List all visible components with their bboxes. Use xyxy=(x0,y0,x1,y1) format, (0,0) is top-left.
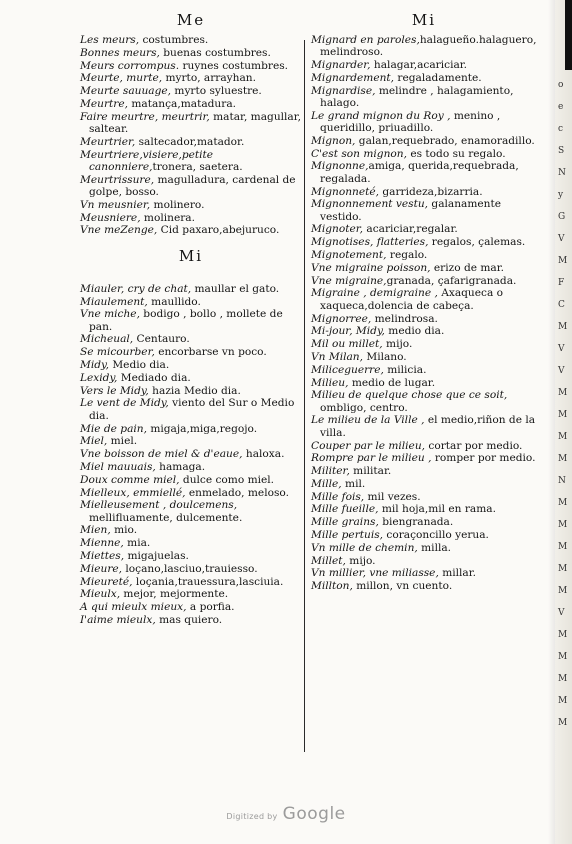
watermark-brand: Google xyxy=(282,804,346,824)
watermark-prefix: Digitized by xyxy=(226,812,278,821)
dictionary-entry xyxy=(311,249,537,261)
dictionary-entry xyxy=(80,224,302,236)
dictionary-entry xyxy=(80,72,302,84)
entry-definition: saltecador,matador. xyxy=(135,135,245,148)
entry-definition: mil vezes. xyxy=(364,490,421,503)
entry-definition: Axaqueca o xaqueca,dolencia de cabeça. xyxy=(320,287,504,312)
entry-headword: Mille grains, xyxy=(311,516,379,529)
dictionary-entry xyxy=(311,503,537,515)
dictionary-entry xyxy=(311,160,537,185)
dictionary-entry xyxy=(80,423,302,435)
entry-definition: mio. xyxy=(110,524,138,537)
entry-headword: Miaulement, xyxy=(80,295,148,308)
page-edge-strip xyxy=(565,0,572,70)
dictionary-entry xyxy=(80,524,302,536)
dictionary-entry xyxy=(80,576,302,588)
entry-definition: maullar el gato. xyxy=(191,282,280,295)
entry-definition: dulce como miel. xyxy=(179,473,275,486)
entry-definition: Mediado dia. xyxy=(117,371,191,384)
entry-headword: Meurs corrompus. xyxy=(80,59,180,72)
entry-headword: Millton, xyxy=(311,580,353,593)
entry-headword: Faire meurtre, meurtrir, xyxy=(80,110,210,123)
dictionary-entry xyxy=(311,287,537,312)
entry-headword: Millet, xyxy=(311,554,346,567)
bleed-fragment: V xyxy=(558,234,565,244)
entry-headword: Vn Milan, xyxy=(311,350,363,363)
entry-definition: maullido. xyxy=(147,295,201,308)
bleed-fragment: M xyxy=(558,674,568,684)
dictionary-entry xyxy=(80,47,302,59)
entry-headword: Miliceguerre, xyxy=(311,363,384,376)
entry-definition: miel. xyxy=(107,435,138,448)
left-column-header: Me xyxy=(176,11,206,29)
bleed-fragment: M xyxy=(558,322,568,332)
entry-definition: mia. xyxy=(123,537,151,550)
dictionary-entry xyxy=(80,98,302,110)
entry-headword: Migraine , demigraine , xyxy=(311,287,438,300)
bleed-fragment: e xyxy=(558,102,564,112)
bleed-fragment: o xyxy=(558,80,564,90)
dictionary-entry xyxy=(311,377,537,389)
entry-headword: Meurte, murte, xyxy=(80,72,163,85)
dictionary-entry xyxy=(311,465,537,477)
entry-definition: Medio dia. xyxy=(108,359,170,372)
entry-headword: Mignotement, xyxy=(311,249,387,262)
entry-definition: migaja,miga,regojo. xyxy=(146,422,258,435)
dictionary-entry xyxy=(311,236,537,248)
entry-definition: halagar,acariciar. xyxy=(370,59,468,72)
entry-definition: mellifluamente, dulcemente. xyxy=(89,511,243,524)
dictionary-entry xyxy=(80,435,302,447)
bleed-fragment: M xyxy=(558,256,568,266)
dictionary-entry xyxy=(80,111,302,136)
entry-headword: Vne boisson de miel & d'eaue, xyxy=(80,448,243,461)
entry-headword: Couper par le milieu, xyxy=(311,439,426,452)
entry-definition: milicia. xyxy=(383,363,427,376)
entry-headword: Mie de pain, xyxy=(80,422,147,435)
entry-headword: Vne migraine, xyxy=(311,274,387,287)
entry-definition: Centauro. xyxy=(133,333,190,346)
bleed-fragment: F xyxy=(558,278,565,288)
entry-definition: mijo. xyxy=(345,554,376,567)
entry-definition: acariciar,regalar. xyxy=(363,223,458,236)
adjacent-page-edge xyxy=(555,0,572,844)
bleed-fragment: M xyxy=(558,564,568,574)
dictionary-entry xyxy=(80,174,302,199)
entry-definition: mil. xyxy=(341,477,366,490)
entry-headword: Les meurs, xyxy=(80,34,140,46)
entry-definition: myrto, arrayhan. xyxy=(162,72,256,85)
dictionary-entry xyxy=(80,359,302,371)
dictionary-entry xyxy=(311,389,537,414)
entry-headword: Mignonne, xyxy=(311,160,369,173)
dictionary-entry xyxy=(80,296,302,308)
entry-definition: medio dia. xyxy=(384,325,445,338)
entry-headword: Vers le Midy, xyxy=(80,384,149,397)
entry-headword: Mignonneté, xyxy=(311,185,380,198)
entry-headword: Mignard en paroles, xyxy=(311,34,420,46)
entry-headword: Mille fois, xyxy=(311,490,365,503)
entry-definition: galan,requebrado, enamoradillo. xyxy=(355,134,535,147)
entry-definition: hamaga. xyxy=(155,460,206,473)
entry-headword: Mienne, xyxy=(80,537,124,550)
entry-definition: a porfia. xyxy=(186,601,235,614)
dictionary-entry xyxy=(80,474,302,486)
entry-definition: cortar por medio. xyxy=(425,439,523,452)
entry-definition: molinero. xyxy=(150,198,205,211)
dictionary-entry xyxy=(311,59,537,71)
bleed-fragment: S xyxy=(558,146,565,156)
entry-headword: A qui mieulx mieux, xyxy=(80,601,187,614)
dictionary-entry xyxy=(311,452,537,464)
dictionary-entry xyxy=(80,499,302,524)
dictionary-entry xyxy=(80,550,302,562)
entry-definition: matança,matadura. xyxy=(127,97,236,110)
dictionary-entry xyxy=(311,580,537,592)
entry-headword: Vne meZenge, xyxy=(80,224,158,237)
bleed-fragment: c xyxy=(558,124,564,134)
entry-definition: menino , queridillo, priuadillo. xyxy=(320,109,501,135)
entry-headword: Vne migraine poisson, xyxy=(311,261,431,274)
dictionary-entry xyxy=(311,414,537,439)
dictionary-entry xyxy=(311,338,537,350)
entry-headword: Mignoter, xyxy=(311,223,364,236)
entry-definition: melindrosa. xyxy=(371,312,438,325)
entry-headword: Mignarder, xyxy=(311,59,371,72)
entry-headword: Mi-jour, Midy, xyxy=(311,325,385,338)
entry-headword: Mille fueille, xyxy=(311,503,379,516)
entry-definition: melindre , halagamiento, halago. xyxy=(320,84,514,109)
entry-headword: Meurte sauuage, xyxy=(80,85,172,98)
right-entries xyxy=(311,34,537,593)
entry-headword: Miel mauuais, xyxy=(80,460,156,473)
bleed-fragment: M xyxy=(558,410,568,420)
bleed-fragment: M xyxy=(558,696,568,706)
entry-definition: mijo. xyxy=(382,338,413,351)
dictionary-entry xyxy=(311,262,537,274)
entry-headword: Mielleusement , doulcemens, xyxy=(80,499,238,512)
entry-definition: Milano. xyxy=(362,350,407,363)
entry-headword: Vn meusnier, xyxy=(80,198,151,211)
entry-definition: encorbarse vn poco. xyxy=(154,346,267,359)
entry-headword: Se micourber, xyxy=(80,346,155,359)
entry-headword: Meurtrissure, xyxy=(80,173,155,186)
dictionary-entry xyxy=(311,555,537,567)
entry-headword: Meurtre, xyxy=(80,97,128,110)
entry-headword: Mignorree, xyxy=(311,312,372,325)
entry-headword: Mille pertuis, xyxy=(311,529,384,542)
entry-headword: Milieu de quelque chose que ce soit, xyxy=(311,389,508,402)
entry-headword: Mien, xyxy=(80,524,111,537)
dictionary-entry xyxy=(80,308,302,333)
entry-definition: es todo su regalo. xyxy=(406,147,506,160)
dictionary-entry xyxy=(311,567,537,579)
entry-headword: Militer, xyxy=(311,465,350,478)
left-entries-top xyxy=(80,34,302,237)
dictionary-entry xyxy=(311,186,537,198)
entry-headword: Miauler, cry de chat, xyxy=(80,282,192,295)
entry-definition: halagueño.halaguero, melindroso. xyxy=(320,34,537,59)
entry-definition: Cid paxaro,abejuruco. xyxy=(157,224,280,237)
entry-definition: medio de lugar. xyxy=(348,376,436,389)
bleed-fragment: V xyxy=(558,344,565,354)
entry-headword: Mieure, xyxy=(80,562,123,575)
entry-definition: matar, magullar, saltear. xyxy=(89,110,302,136)
bleed-fragment: M xyxy=(558,432,568,442)
dictionary-entry xyxy=(311,275,537,287)
entry-headword: Vne miche, xyxy=(80,308,140,321)
bleed-fragment: G xyxy=(558,212,566,222)
dictionary-entry xyxy=(311,478,537,490)
entry-definition: loçania,trauessura,lasciuia. xyxy=(132,575,284,588)
dictionary-entry xyxy=(311,148,537,160)
dictionary-entry xyxy=(311,135,537,147)
entry-definition: romper por medio. xyxy=(431,452,536,465)
left-entries-bottom xyxy=(80,283,302,627)
bleed-fragment: M xyxy=(558,586,568,596)
dictionary-entry xyxy=(311,529,537,541)
bleed-fragment: M xyxy=(558,652,568,662)
dictionary-entry xyxy=(80,461,302,473)
dictionary-entry xyxy=(311,198,537,223)
entry-definition: mejor, mejormente. xyxy=(120,588,229,601)
section-header-mi: Mi xyxy=(178,246,204,265)
right-column-header: Mi xyxy=(411,11,437,29)
dictionary-entry xyxy=(311,313,537,325)
entry-headword: Vn mille de chemin, xyxy=(311,541,418,554)
dictionary-entry xyxy=(80,385,302,397)
dictionary-entry xyxy=(80,149,302,174)
entry-definition: loçano,lasciuo,trauiesso. xyxy=(122,562,258,575)
dictionary-entry xyxy=(80,346,302,358)
entry-definition: erizo de mar. xyxy=(430,261,505,274)
bleed-fragment: M xyxy=(558,542,568,552)
entry-headword: Le milieu de la Ville , xyxy=(311,414,425,427)
bleed-fragment: y xyxy=(558,190,564,200)
entry-headword: Mignonnement vestu, xyxy=(311,198,429,211)
entry-headword: Milieu, xyxy=(311,376,349,389)
entry-definition: granada, çafarigranada. xyxy=(386,274,517,287)
entry-definition: militar. xyxy=(349,465,392,478)
entry-definition: milla. xyxy=(417,541,452,554)
bleed-fragment: V xyxy=(558,608,565,618)
bleed-fragment: M xyxy=(558,718,568,728)
entry-definition: regalo. xyxy=(386,249,428,262)
entry-headword: Bonnes meurs, xyxy=(80,46,160,59)
entry-headword: C'est son mignon, xyxy=(311,147,407,160)
entry-headword: Mieureté, xyxy=(80,575,133,588)
entry-definition: garrideza,bizarria. xyxy=(379,185,483,198)
entry-headword: Vn millier, vne miliasse, xyxy=(311,567,439,580)
dictionary-entry xyxy=(80,563,302,575)
entry-definition: buenas costumbres. xyxy=(159,46,271,59)
dictionary-entry xyxy=(311,542,537,554)
entry-definition: millar. xyxy=(438,567,476,580)
entry-definition: mil hoja,mil en rama. xyxy=(378,503,496,516)
entry-headword: Le vent de Midy, xyxy=(80,397,169,410)
dictionary-entry xyxy=(311,351,537,363)
dictionary-entry xyxy=(311,491,537,503)
entry-headword: Mielleux, emmiellé, xyxy=(80,486,186,499)
dictionary-entry xyxy=(80,397,302,422)
entry-definition: molinera. xyxy=(140,211,195,224)
bleed-fragment: M xyxy=(558,388,568,398)
dictionary-entry xyxy=(311,364,537,376)
entry-definition: bodigo , bollo , mollete de pan. xyxy=(89,308,283,333)
bleed-fragment: N xyxy=(558,476,566,486)
entry-headword: Micheual, xyxy=(80,333,134,346)
dictionary-entry xyxy=(311,223,537,235)
entry-headword: Mieulx, xyxy=(80,588,121,601)
entry-definition: amiga, querida,requebrada, regalada. xyxy=(320,160,519,185)
entry-headword: Mille, xyxy=(311,477,342,490)
entry-definition: magulladura, cardenal de golpe, bosso. xyxy=(89,173,296,199)
entry-headword: Meurtriere,visiere,petite canonniere, xyxy=(80,148,214,173)
dictionary-entry xyxy=(311,34,537,59)
entry-definition: regalos, çalemas. xyxy=(428,236,526,249)
dictionary-entry xyxy=(80,448,302,460)
dictionary-entry xyxy=(80,85,302,97)
entry-definition: hazia Medio dia. xyxy=(148,384,241,397)
entry-definition: myrto syluestre. xyxy=(171,85,262,98)
dictionary-entry xyxy=(311,516,537,528)
entry-definition: millon, vn cuento. xyxy=(352,580,453,593)
dictionary-entry xyxy=(311,85,537,110)
dictionary-entry xyxy=(311,72,537,84)
bleed-fragment: M xyxy=(558,498,568,508)
entry-definition: el medio,riñon de la villa. xyxy=(320,414,536,439)
entry-headword: Mil ou millet, xyxy=(311,338,383,351)
entry-definition: biengranada. xyxy=(378,516,454,529)
dictionary-entry xyxy=(80,283,302,295)
dictionary-entry xyxy=(80,199,302,211)
entry-headword: Lexidy, xyxy=(80,371,118,384)
entry-definition: galanamente vestido. xyxy=(320,198,502,223)
dictionary-entry xyxy=(311,110,537,135)
entry-definition: costumbres. xyxy=(139,34,209,46)
dictionary-entry xyxy=(80,614,302,626)
entry-headword: Mignotises, flatteries, xyxy=(311,236,429,249)
bleed-fragment: N xyxy=(558,168,566,178)
entry-headword: Mignardement, xyxy=(311,71,395,84)
dictionary-entry xyxy=(80,333,302,345)
dictionary-entry xyxy=(80,588,302,600)
bleed-fragment: M xyxy=(558,454,568,464)
entry-headword: I'aime mieulx, xyxy=(80,613,156,626)
right-column xyxy=(311,8,537,593)
bleed-fragment: M xyxy=(558,520,568,530)
dictionary-entry xyxy=(80,136,302,148)
entry-definition: tronera, saetera. xyxy=(152,160,243,173)
bleed-fragment: C xyxy=(558,300,565,310)
bleed-fragment: M xyxy=(558,630,568,640)
entry-headword: Rompre par le milieu , xyxy=(311,452,432,465)
dictionary-entry xyxy=(80,34,302,46)
dictionary-entry xyxy=(80,60,302,72)
dictionary-entry xyxy=(80,372,302,384)
entry-definition: haloxa. xyxy=(242,448,285,461)
entry-definition: viento del Sur o Medio dia. xyxy=(89,397,295,422)
dictionary-entry xyxy=(80,537,302,549)
entry-headword: Miettes, xyxy=(80,549,125,562)
entry-headword: Mignon, xyxy=(311,134,356,147)
dictionary-entry xyxy=(311,440,537,452)
entry-headword: Doux comme miel, xyxy=(80,473,180,486)
column-divider xyxy=(304,40,305,752)
entry-definition: enmelado, meloso. xyxy=(185,486,289,499)
entry-headword: Le grand mignon du Roy , xyxy=(311,109,451,122)
entry-headword: Meusniere, xyxy=(80,211,141,224)
dictionary-entry xyxy=(311,325,537,337)
entry-definition: migajuelas. xyxy=(124,549,189,562)
entry-headword: Meurtrier, xyxy=(80,135,136,148)
entry-definition: coraçoncillo yerua. xyxy=(383,529,489,542)
google-watermark xyxy=(0,804,572,824)
entry-definition: mas quiero. xyxy=(155,613,223,626)
entry-headword: Midy, xyxy=(80,359,109,372)
entry-definition: ombligo, centro. xyxy=(320,401,408,414)
dictionary-entry xyxy=(80,601,302,613)
entry-definition: regaladamente. xyxy=(394,71,482,84)
bleed-fragment: V xyxy=(558,366,565,376)
entry-headword: Mignardise, xyxy=(311,84,376,97)
dictionary-entry xyxy=(80,212,302,224)
entry-definition: ruynes costumbres. xyxy=(179,59,289,72)
entry-headword: Miel, xyxy=(80,435,108,448)
left-column xyxy=(80,8,302,627)
dictionary-entry xyxy=(80,487,302,499)
